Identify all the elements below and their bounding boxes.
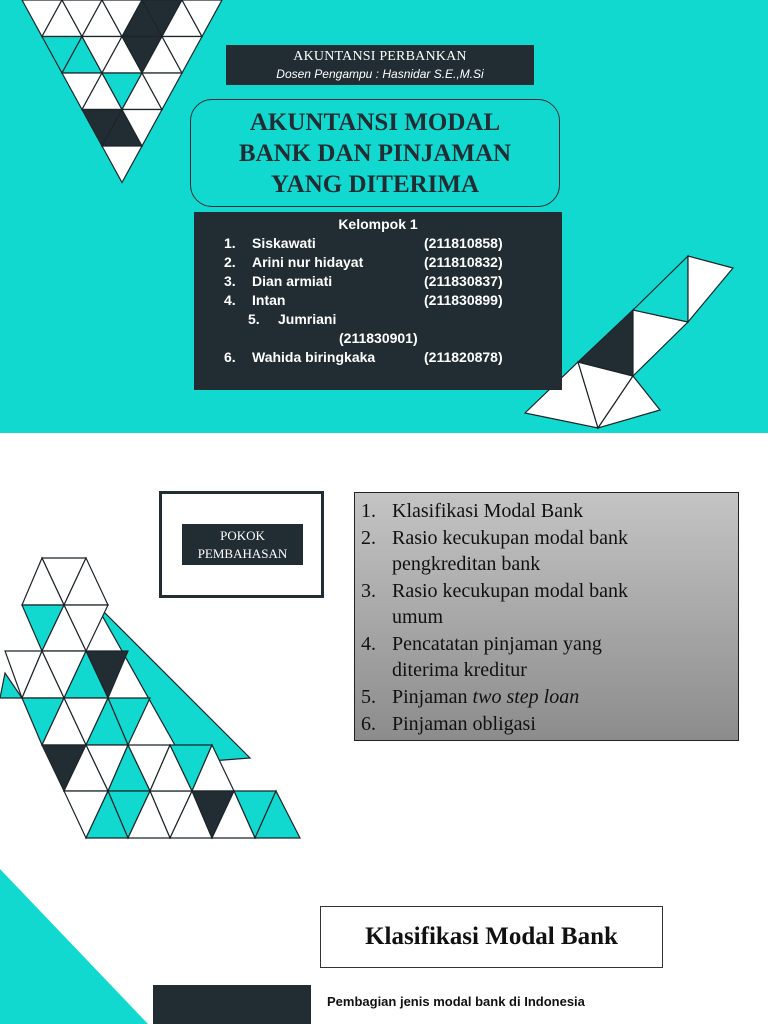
pattern-triangle bbox=[633, 256, 688, 322]
course-header bbox=[226, 45, 534, 85]
topic-text: Pinjaman bbox=[392, 686, 473, 708]
main-title-box bbox=[190, 99, 560, 207]
pokok-pembahasan-label bbox=[182, 524, 303, 565]
member-nim: (211820878) bbox=[424, 349, 503, 365]
member-row bbox=[194, 291, 562, 310]
topic-text-italic: two step loan bbox=[472, 686, 580, 708]
member-nim: (211830901) bbox=[339, 330, 418, 346]
pattern-triangle bbox=[688, 256, 733, 322]
section-title: Klasifikasi Modal Bank bbox=[365, 923, 618, 950]
topic-text: Rasio kecukupan modal bank bbox=[392, 580, 629, 602]
topic-item bbox=[355, 631, 738, 683]
member-nim: (211830899) bbox=[424, 292, 503, 308]
topic-item bbox=[355, 684, 738, 710]
main-title-line: YANG DITERIMA bbox=[270, 170, 480, 198]
label-line: PEMBAHASAN bbox=[197, 546, 288, 561]
topics-list bbox=[355, 493, 738, 737]
member-number: 3. bbox=[224, 273, 236, 289]
section-title-box bbox=[320, 906, 663, 968]
member-name: Jumriani bbox=[278, 311, 337, 327]
topic-number: 3. bbox=[361, 580, 376, 602]
topic-number: 2. bbox=[361, 527, 376, 549]
member-name: Wahida biringkaka bbox=[252, 349, 376, 365]
member-number: 4. bbox=[224, 292, 236, 308]
member-row bbox=[194, 253, 562, 272]
member-name: Siskawati bbox=[252, 235, 316, 251]
topic-text: Pencatatan pinjaman yang bbox=[392, 633, 602, 655]
member-nim: (211830837) bbox=[424, 273, 503, 289]
member-number: 6. bbox=[224, 349, 236, 365]
member-number: 2. bbox=[224, 254, 236, 270]
group-title: Kelompok 1 bbox=[338, 216, 418, 232]
member-name: Intan bbox=[252, 292, 286, 308]
topic-number: 4. bbox=[361, 633, 376, 655]
member-row bbox=[194, 310, 562, 346]
topic-number: 1. bbox=[361, 500, 376, 522]
topic-text: umum bbox=[392, 606, 444, 628]
topic-text: pengkreditan bank bbox=[392, 553, 541, 575]
main-title-line: AKUNTANSI MODAL bbox=[249, 108, 501, 136]
topics-box bbox=[354, 492, 739, 741]
section-subtitle: Pembagian jenis modal bank di Indonesia bbox=[327, 994, 585, 1009]
topic-text: Pinjaman obligasi bbox=[392, 713, 536, 735]
course-title: AKUNTANSI PERBANKAN bbox=[293, 49, 467, 64]
main-title-line: BANK DAN PINJAMAN bbox=[238, 139, 512, 167]
topic-item bbox=[355, 498, 738, 524]
label-line: POKOK bbox=[220, 528, 265, 543]
topic-text: diterima kreditur bbox=[392, 659, 527, 681]
member-number: 1. bbox=[224, 235, 236, 251]
member-row bbox=[194, 272, 562, 291]
topic-number: 5. bbox=[361, 686, 376, 708]
group-members-box bbox=[194, 212, 562, 390]
topic-item bbox=[355, 525, 738, 577]
member-number: 5. bbox=[248, 311, 260, 327]
topic-text: Klasifikasi Modal Bank bbox=[392, 500, 584, 522]
member-row bbox=[194, 348, 562, 367]
member-nim: (211810858) bbox=[424, 235, 503, 251]
dark-label-block bbox=[153, 985, 311, 1024]
pokok-pembahasan-frame bbox=[159, 491, 324, 598]
slide-title bbox=[0, 0, 768, 433]
member-name: Dian armiati bbox=[252, 273, 333, 289]
topic-item bbox=[355, 711, 738, 737]
slide-topics bbox=[0, 433, 768, 851]
topic-text: Rasio kecukupan modal bank bbox=[392, 527, 629, 549]
member-nim: (211810832) bbox=[424, 254, 503, 270]
topic-item bbox=[355, 578, 738, 630]
main-title bbox=[239, 107, 511, 200]
slide-klasifikasi bbox=[0, 851, 768, 1024]
member-name: Arini nur hidayat bbox=[252, 254, 364, 270]
topic-number: 6. bbox=[361, 713, 376, 735]
member-row bbox=[194, 234, 562, 253]
lecturer-name: Dosen Pengampu : Hasnidar S.E.,M.Si bbox=[276, 67, 484, 81]
